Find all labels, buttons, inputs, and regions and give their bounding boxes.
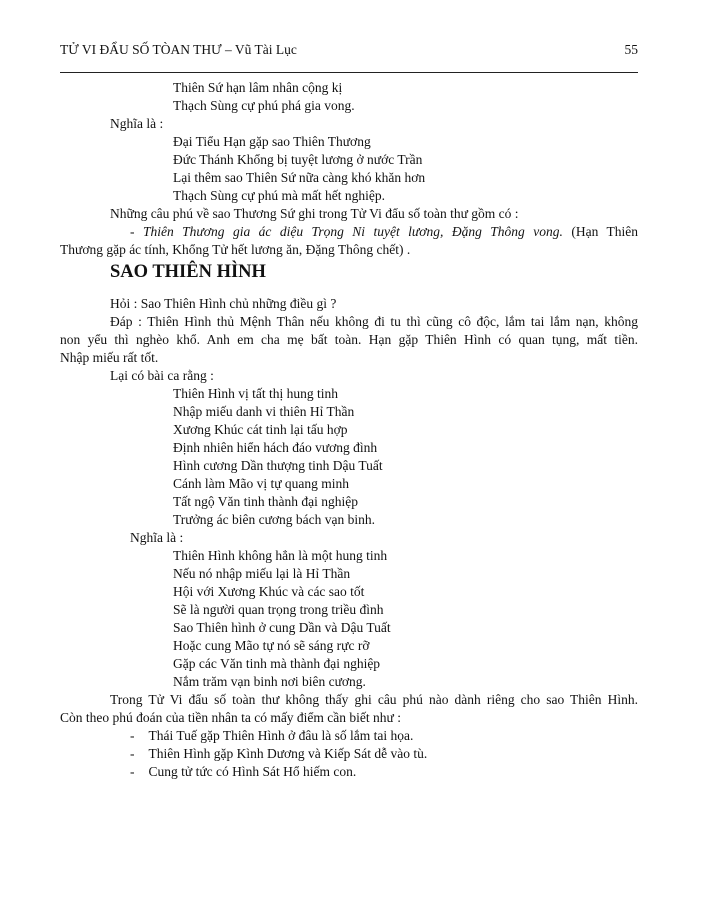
meaning-line: Gặp các Văn tinh mà thành đại nghiệp xyxy=(173,656,381,671)
list-item xyxy=(130,764,356,780)
page-header xyxy=(60,42,638,62)
meaning-line: Thạch Sùng cự phú mà mất hết nghiệp. xyxy=(173,188,386,203)
meaning-line: Thiên Hình không hẳn là một hung tinh xyxy=(173,548,388,563)
intro-paragraph: Những câu phú về sao Thương Sứ ghi trong Tử Vi đẩu số toàn thư gồm có : xyxy=(110,206,519,221)
bullet-text: Thiên Hình gặp Kình Dương và Kiếp Sát dễ vào tù. xyxy=(148,746,428,761)
verse-line: Thiên Sứ hạn lâm nhân cộng kị xyxy=(173,80,343,95)
meaning-line: Nếu nó nhập miếu lại là Hỉ Thần xyxy=(173,566,351,581)
meaning-line: Lại thêm sao Thiên Sứ nữa càng khó khăn hơn xyxy=(173,170,426,185)
header-rule xyxy=(60,72,638,73)
poem-line: Định nhiên hiển hách đáo vương đình xyxy=(173,440,378,455)
answer-line: Đáp : Thiên Hình thủ Mệnh Thân nếu không đi tu thì cũng cô độc, lắm tai lắm nạn, không xyxy=(110,314,638,329)
bullet-dash: - xyxy=(130,746,135,761)
poem-line: Tất ngộ Văn tinh thành đại nghiệp xyxy=(173,494,358,509)
quote-dash: - xyxy=(130,224,135,239)
answer-line: Nhập miếu rất tốt. xyxy=(60,350,159,365)
meaning-line: Sao Thiên hình ở cung Dần và Dậu Tuất xyxy=(173,620,391,635)
meaning-line: Đại Tiểu Hạn gặp sao Thiên Thương xyxy=(173,134,371,149)
poem-label: Lại có bài ca rằng : xyxy=(110,368,214,383)
meaning-line: Sẽ là người quan trọng trong triều đình xyxy=(173,602,384,617)
poem-line: Thiên Hình vị tất thị hung tinh xyxy=(173,386,338,401)
closing-line: Còn theo phú đoán của tiền nhân ta có mấy điểm cần biết như : xyxy=(60,710,401,725)
poem-line: Xương Khúc cát tinh lại tấu hợp xyxy=(173,422,348,437)
bullet-dash: - xyxy=(130,764,135,779)
poem-line: Trưởng ác biên cương bách vạn binh. xyxy=(173,512,375,527)
question: Hỏi : Sao Thiên Hình chủ những điều gì ? xyxy=(110,296,337,311)
quote-line xyxy=(130,224,638,240)
running-title: TỬ VI ĐẨU SỐ TÒAN THƯ – Vũ Tài Lục xyxy=(60,42,297,57)
verse-line: Thạch Sùng cự phú phá gia vong. xyxy=(173,98,355,113)
bullet-text: Thái Tuế gặp Thiên Hình ở đâu là số lắm tai họa. xyxy=(148,728,414,743)
meaning-label: Nghĩa là : xyxy=(110,116,164,131)
section-heading: SAO THIÊN HÌNH xyxy=(110,262,266,282)
poem-line: Hình cương Dần thượng tinh Dậu Tuất xyxy=(173,458,383,473)
bullet-text: Cung tử tức có Hình Sát Hổ hiếm con. xyxy=(148,764,357,779)
quote-rest: (Hạn Thiên xyxy=(571,224,639,239)
poem-line: Nhập miếu danh vi thiên Hỉ Thần xyxy=(173,404,355,419)
bullet-dash: - xyxy=(130,728,135,743)
meaning-label: Nghĩa là : xyxy=(130,530,184,545)
closing-line: Trong Tử Vi đẩu số toàn thư không thấy ghi câu phú nào dành riêng cho sao Thiên Hình. xyxy=(110,692,638,707)
meaning-line: Hội với Xương Khúc và các sao tốt xyxy=(173,584,365,599)
list-item xyxy=(130,746,427,762)
quote-italic: Thiên Thương gia ác diệu Trọng Ni tuyệt lương, Đặng Thông vong. xyxy=(142,224,563,239)
poem-line: Cánh làm Mão vị tự quang minh xyxy=(173,476,350,491)
meaning-line: Đức Thánh Khổng bị tuyệt lương ở nước Trần xyxy=(173,152,423,167)
meaning-line: Nắm trăm vạn binh nơi biên cương. xyxy=(173,674,366,689)
list-item xyxy=(130,728,413,744)
answer-line: non yểu thì nghèo khổ. Anh em cha mẹ bất toàn. Hạn gặp Thiên Hình có quan tụng, mất tiền. xyxy=(60,332,638,347)
quote-line-2: Thương gặp ác tính, Khổng Tử hết lương ăn, Đặng Thông chết) . xyxy=(60,242,411,257)
meaning-line: Hoặc cung Mão tự nó sẽ sáng rực rỡ xyxy=(173,638,370,653)
page-number: 55 xyxy=(624,42,638,57)
